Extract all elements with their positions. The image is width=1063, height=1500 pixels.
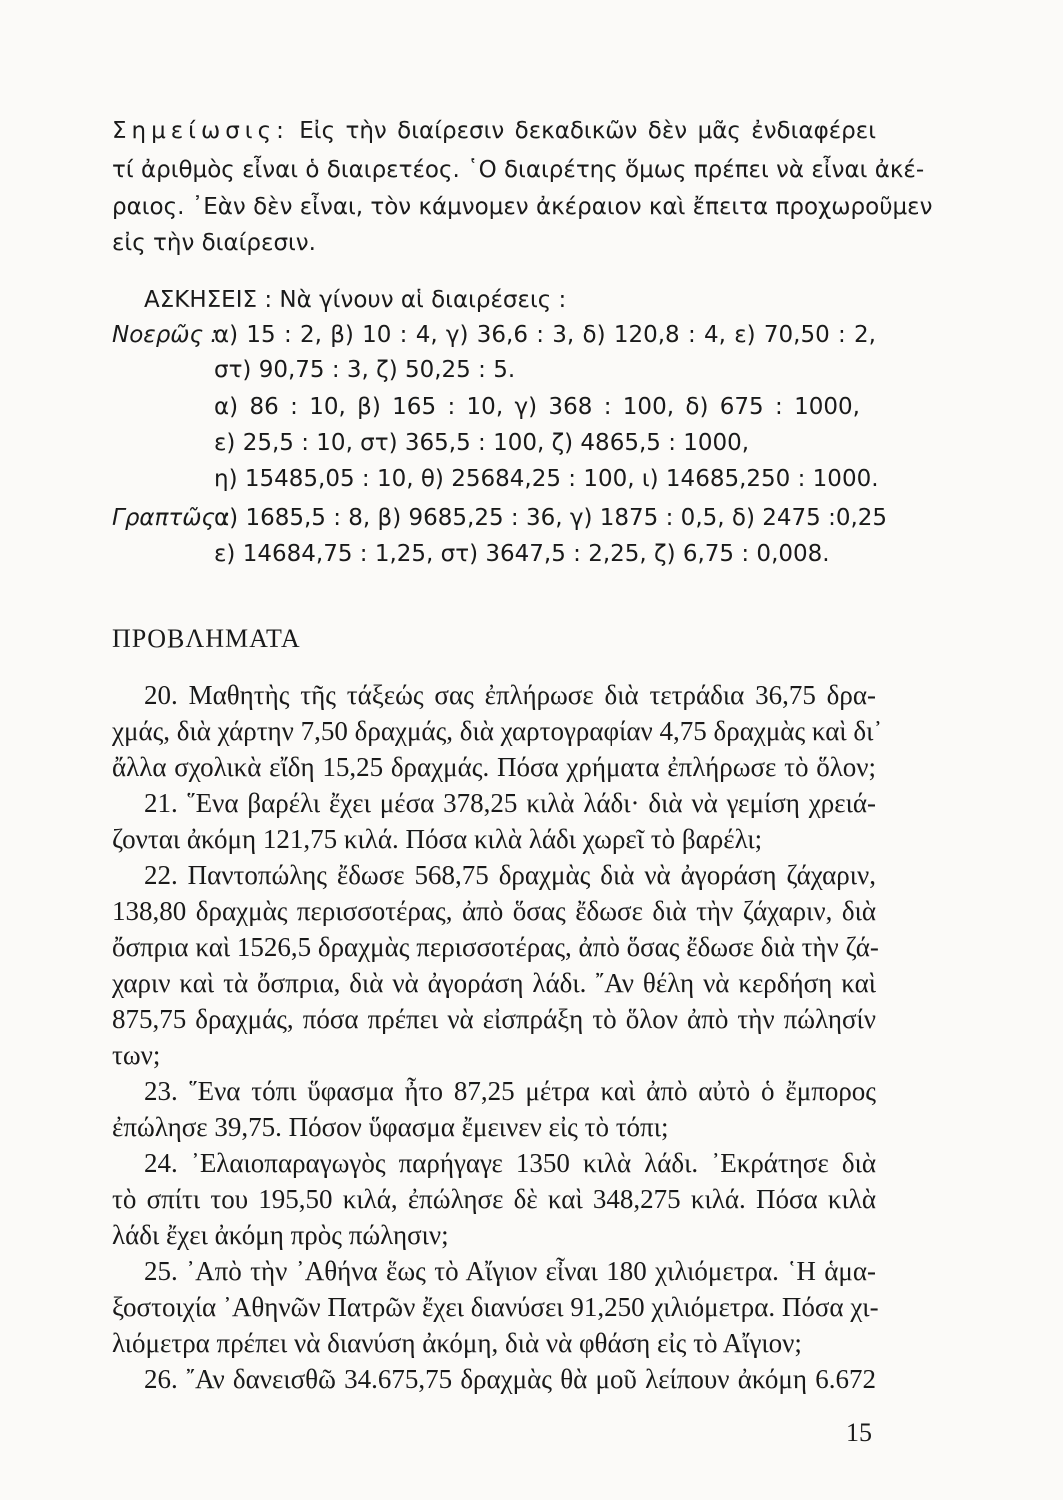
written-label: Γραπτῶς : xyxy=(112,505,231,531)
problem-line-3: ἄλλα σχολικὰ εἴδη 15,25 δραχμάς. Πόσα χρήματα ἐπλήρωσε τὸ ὅλον; xyxy=(112,752,876,782)
note-text: Εἰς τὴν διαίρεσιν δεκαδικῶν δὲν μᾶς ἐνδιαφέρει xyxy=(299,118,876,144)
problem-line-17: 25. ᾿Απὸ τὴν ᾿Αθήνα ἕως τὸ Αἴγιον εἶναι 180 χιλιόμετρα. ῾Η ἁμα- xyxy=(144,1256,876,1286)
problem-line-16: λάδι ἔχει ἀκόμη πρὸς πώλησιν; xyxy=(112,1220,449,1250)
problem-line-12: 23. ῞Ενα τόπι ὕφασμα ἦτο 87,25 μέτρα καὶ ἀπὸ αὐτὸ ὁ ἔμπορος xyxy=(144,1076,876,1106)
mental-line-3: α) 86 : 10, β) 165 : 10, γ) 368 : 100, δ) 675 : 1000, xyxy=(214,394,860,420)
problem-line-14: 24. ᾿Ελαιοπαραγωγὸς παρήγαγε 1350 κιλὰ λάδι. ᾿Εκράτησε διὰ xyxy=(144,1148,876,1178)
written-line-2: ε) 14684,75 : 1,25, στ) 3647,5 : 2,25, ζ) 6,75 : 0,008. xyxy=(214,541,830,567)
problem-line-2: χμάς, διὰ χάρτην 7,50 δραχμάς, διὰ χαρτογραφίαν 4,75 δραχμὰς καὶ δι᾿ xyxy=(112,716,883,746)
problem-line-5: ζονται ἀκόμη 121,75 κιλά. Πόσα κιλὰ λάδι χωρεῖ τὸ βαρέλι; xyxy=(112,824,763,854)
note-line-2: τί ἀριθμὸς εἶναι ὁ διαιρετέος. ῾Ο διαιρέτης ὅμως πρέπει νὰ εἶναι ἀκέ- xyxy=(112,157,925,183)
note-line-3: ραιος. ᾿Εὰν δὲν εἶναι, τὸν κάμνομεν ἀκέραιον καὶ ἔπειτα προχωροῦμεν xyxy=(112,194,933,220)
problems-heading: ΠΡΟΒΛΗΜΑΤΑ xyxy=(112,624,301,653)
mental-line-1: α) 15 : 2, β) 10 : 4, γ) 36,6 : 3, δ) 120,8 : 4, ε) 70,50 : 2, xyxy=(214,322,876,348)
note-word: Σημείωσις: xyxy=(112,118,289,144)
problem-line-18: ξοστοιχία ᾿Αθηνῶν Πατρῶν ἔχει διανύσει 91,250 χιλιόμετρα. Πόσα χι- xyxy=(112,1292,879,1322)
mental-label: Νοερῶς : xyxy=(112,322,219,348)
problem-line-19: λιόμετρα πρέπει νὰ διανύση ἀκόμη, διὰ νὰ φθάση εἰς τὸ Αἴγιον; xyxy=(112,1328,802,1358)
problem-line-1: 20. Μαθητὴς τῆς τάξεώς σας ἐπλήρωσε διὰ τετράδια 36,75 δρα- xyxy=(144,680,876,710)
problem-line-11: των; xyxy=(112,1040,161,1070)
problem-line-6: 22. Παντοπώλης ἔδωσε 568,75 δραχμὰς διὰ νὰ ἀγοράση ζάχαριν, xyxy=(144,860,876,890)
problem-line-20: 26. ῎Αν δανεισθῶ 34.675,75 δραχμὰς θὰ μοῦ λείπουν ἀκόμη 6.672 xyxy=(144,1364,876,1394)
note-line-1 xyxy=(112,116,876,146)
note-line-4: εἰς τὴν διαίρεσιν. xyxy=(112,230,316,256)
problem-line-7: 138,80 δραχμὰς περισσοτέρας, ἀπὸ ὅσας ἔδωσε διὰ τὴν ζάχαριν, διὰ xyxy=(112,896,876,926)
problem-line-10: 875,75 δραχμάς, πόσα πρέπει νὰ εἰσπράξη τὸ ὅλον ἀπὸ τὴν πώλησίν xyxy=(112,1004,876,1034)
page-number: 15 xyxy=(846,1418,872,1447)
mental-line-2: στ) 90,75 : 3, ζ) 50,25 : 5. xyxy=(214,357,516,383)
mental-line-5: η) 15485,05 : 10, θ) 25684,25 : 100, ι) 14685,250 : 1000. xyxy=(214,466,879,492)
exercises-title: ΑΣΚΗΣΕΙΣ : Νὰ γίνουν αἱ διαιρέσεις : xyxy=(144,287,567,313)
written-line-1: α) 1685,5 : 8, β) 9685,25 : 36, γ) 1875 : 0,5, δ) 2475 :0,25 xyxy=(214,505,888,531)
problem-line-13: ἐπώλησε 39,75. Πόσον ὕφασμα ἔμεινεν εἰς τὸ τόπι; xyxy=(112,1112,669,1142)
problem-line-9: χαριν καὶ τὰ ὄσπρια, διὰ νὰ ἀγοράση λάδι. ῎Αν θέλη νὰ κερδήση καὶ xyxy=(112,968,876,998)
problem-line-8: ὄσπρια καὶ 1526,5 δραχμὰς περισσοτέρας, ἀπὸ ὅσας ἔδωσε διὰ τὴν ζά- xyxy=(112,932,879,962)
problem-line-15: τὸ σπίτι του 195,50 κιλά, ἐπώλησε δὲ καὶ 348,275 κιλά. Πόσα κιλὰ xyxy=(112,1184,876,1214)
problem-line-4: 21. ῞Ενα βαρέλι ἔχει μέσα 378,25 κιλὰ λάδι· διὰ νὰ γεμίση χρειά- xyxy=(144,788,876,818)
mental-line-4: ε) 25,5 : 10, στ) 365,5 : 100, ζ) 4865,5 : 1000, xyxy=(214,430,750,456)
